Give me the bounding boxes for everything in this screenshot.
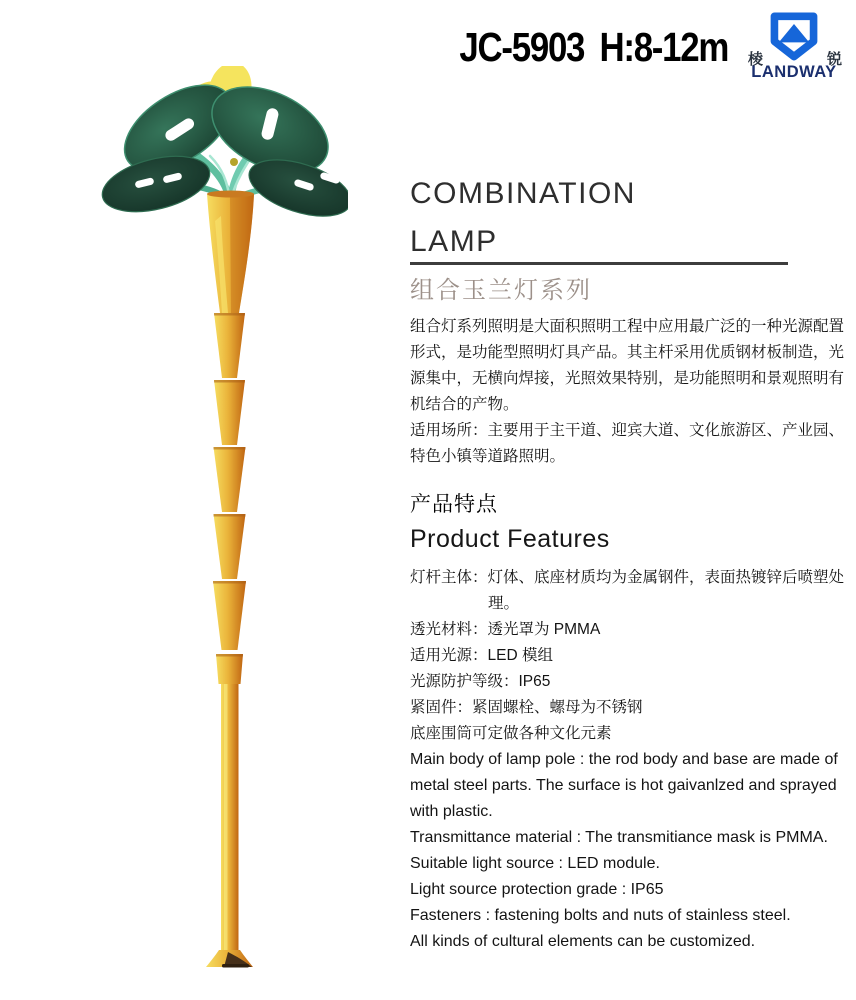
lamp-base bbox=[206, 950, 253, 968]
title-line-2: LAMP bbox=[410, 225, 498, 258]
lamp-pole bbox=[207, 191, 254, 951]
feature-item-en: Suitable light source : LED module. bbox=[410, 855, 660, 872]
feature-item-en: Main body of lamp pole : the rod body and base are made of metal steel parts. The surface is hot gaivanlzed and sprayed with plastic. bbox=[410, 751, 838, 820]
product-description bbox=[410, 314, 856, 470]
feature-item-cn: 灯杆主体：灯体、底座材质均为金属钢件，表面热镀锌后喷塑处理。 bbox=[410, 569, 845, 612]
feature-item-en: Transmittance material : The transmitiance mask is PMMA. bbox=[410, 829, 828, 846]
feature-item-en: All kinds of cultural elements can be customized. bbox=[410, 933, 756, 950]
features-heading-en: Product Features bbox=[410, 525, 610, 553]
feature-item-cn: 光源防护等级：IP65 bbox=[410, 673, 551, 690]
features-list bbox=[410, 565, 856, 955]
page-title bbox=[459, 24, 728, 71]
logo-char-left: 棱 bbox=[748, 51, 764, 68]
model-number: JC-5903 bbox=[459, 24, 585, 70]
feature-item-en: Light source protection grade : IP65 bbox=[410, 881, 664, 898]
product-title-en bbox=[410, 170, 790, 266]
title-line-1: COMBINATION bbox=[410, 177, 636, 210]
feature-item-cn: 底座围筒可定做各种文化元素 bbox=[410, 725, 612, 742]
divider bbox=[410, 262, 788, 265]
features-list-en bbox=[410, 747, 856, 955]
features-heading-cn: 产品特点 bbox=[410, 493, 498, 516]
height-range: H:8-12m bbox=[599, 24, 728, 70]
series-name-cn: 组合玉兰灯系列 bbox=[410, 277, 592, 304]
features-list-cn bbox=[410, 565, 856, 747]
feature-item-cn: 紧固件：紧固螺栓、螺母为不锈钢 bbox=[410, 699, 643, 716]
lamp-product-image bbox=[58, 66, 348, 978]
brand-name: LANDWAY bbox=[751, 63, 837, 81]
shield-triangle-icon bbox=[764, 12, 824, 62]
feature-item-cn: 透光材料：透光罩为 PMMA bbox=[410, 621, 601, 638]
logo-char-right: 锐 bbox=[826, 51, 842, 68]
feature-item-cn: 适用光源：LED 模组 bbox=[410, 647, 553, 664]
landway-logo bbox=[743, 12, 845, 82]
intro-paragraph: 组合灯系列照明是大面积照明工程中应用最广泛的一种光源配置形式，是功能型照明灯具产品。其主杆采用优质钢材板制造，光源集中，无横向焊接，光照效果特别，是功能照明和景观照明有机结合的产物。 bbox=[410, 318, 845, 413]
feature-item-en: Fasteners : fastening bolts and nuts of stainless steel. bbox=[410, 907, 791, 924]
lamp-illustration bbox=[58, 66, 348, 978]
application-paragraph: 适用场所：主要用于主干道、迎宾大道、文化旅游区、产业园、特色小镇等道路照明。 bbox=[410, 422, 845, 465]
